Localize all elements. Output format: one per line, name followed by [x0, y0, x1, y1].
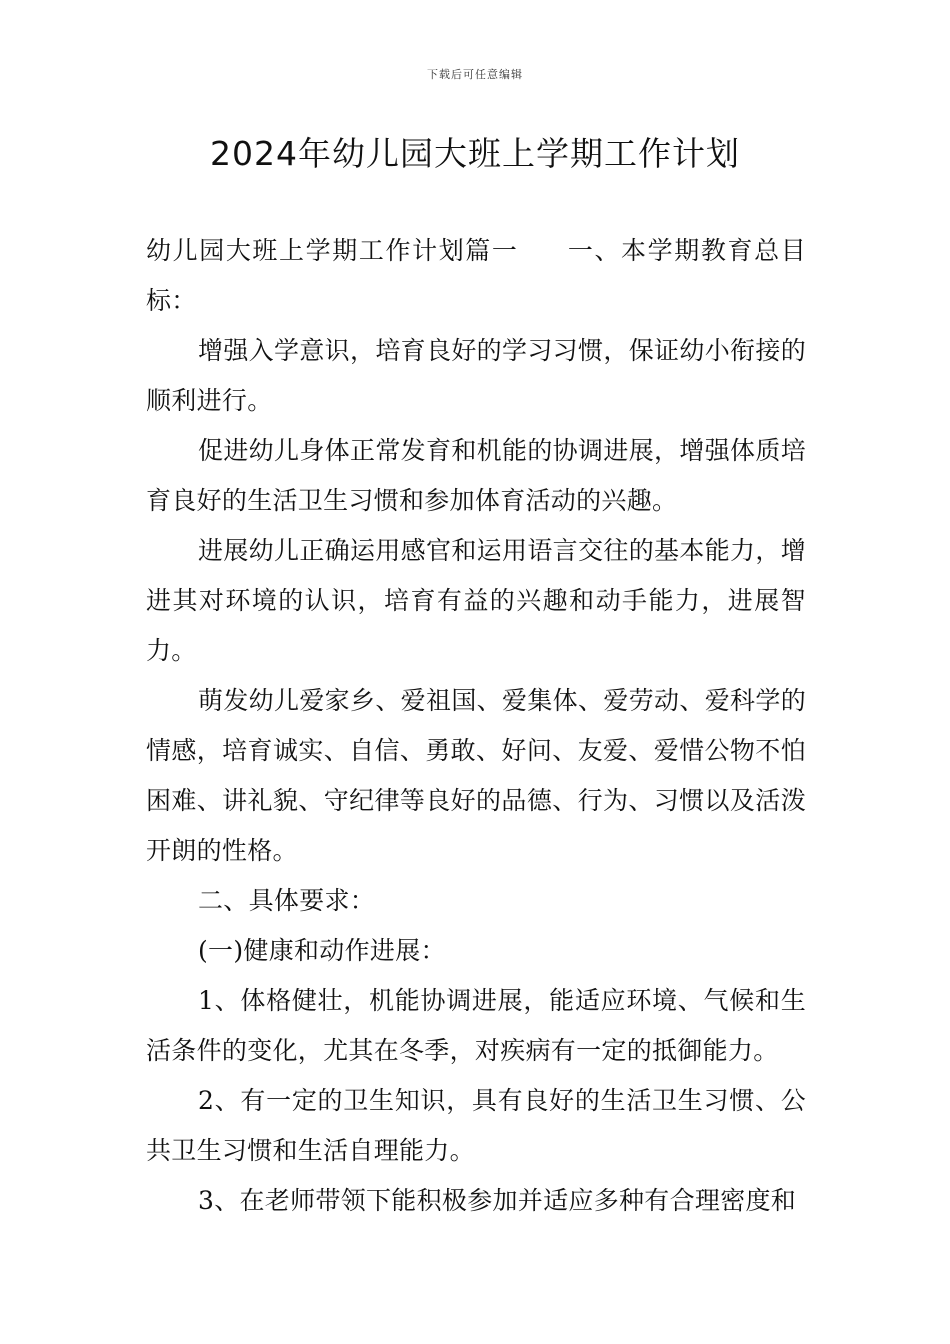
subsection-heading-health: (一)健康和动作进展： — [198, 936, 446, 965]
list-item-3: 3、在老师带领下能积极参加并适应多种有合理密度和 — [198, 1186, 797, 1215]
intro-part2: 一、本学期教育总目标： — [146, 236, 807, 315]
intro-part1: 幼儿园大班上学期工作计划篇一 — [146, 236, 519, 265]
list-item-1: 1、体格健壮，机能协调进展，能适应环境、气候和生活条件的变化，尤其在冬季，对疾病有一定的抵御能力。 — [146, 986, 806, 1065]
paragraph-goal-1: 增强入学意识，培育良好的学习习惯，保证幼小衔接的顺利进行。 — [146, 336, 806, 415]
list-item-2: 2、有一定的卫生知识，具有良好的生活卫生习惯、公共卫生习惯和生活自理能力。 — [146, 1086, 806, 1165]
document-body — [146, 226, 806, 1226]
intro-paragraph — [146, 226, 806, 326]
document-title: 2024年幼儿园大班上学期工作计划 — [210, 134, 740, 173]
paragraph-goal-2: 促进幼儿身体正常发育和机能的协调进展，增强体质培育良好的生活卫生习惯和参加体育活动的兴趣。 — [146, 436, 806, 515]
header-note: 下载后可任意编辑 — [427, 68, 523, 81]
paragraph-goal-4: 萌发幼儿爱家乡、爱祖国、爱集体、爱劳动、爱科学的情感，培育诚实、自信、勇敢、好问、友爱、爱惜公物不怕困难、讲礼貌、守纪律等良好的品德、行为、习惯以及活泼开朗的性格。 — [146, 686, 806, 865]
paragraph-goal-3: 进展幼儿正确运用感官和运用语言交往的基本能力，增进其对环境的认识，培育有益的兴趣和动手能力，进展智力。 — [146, 536, 806, 665]
section-heading-requirements: 二、具体要求： — [198, 886, 376, 915]
